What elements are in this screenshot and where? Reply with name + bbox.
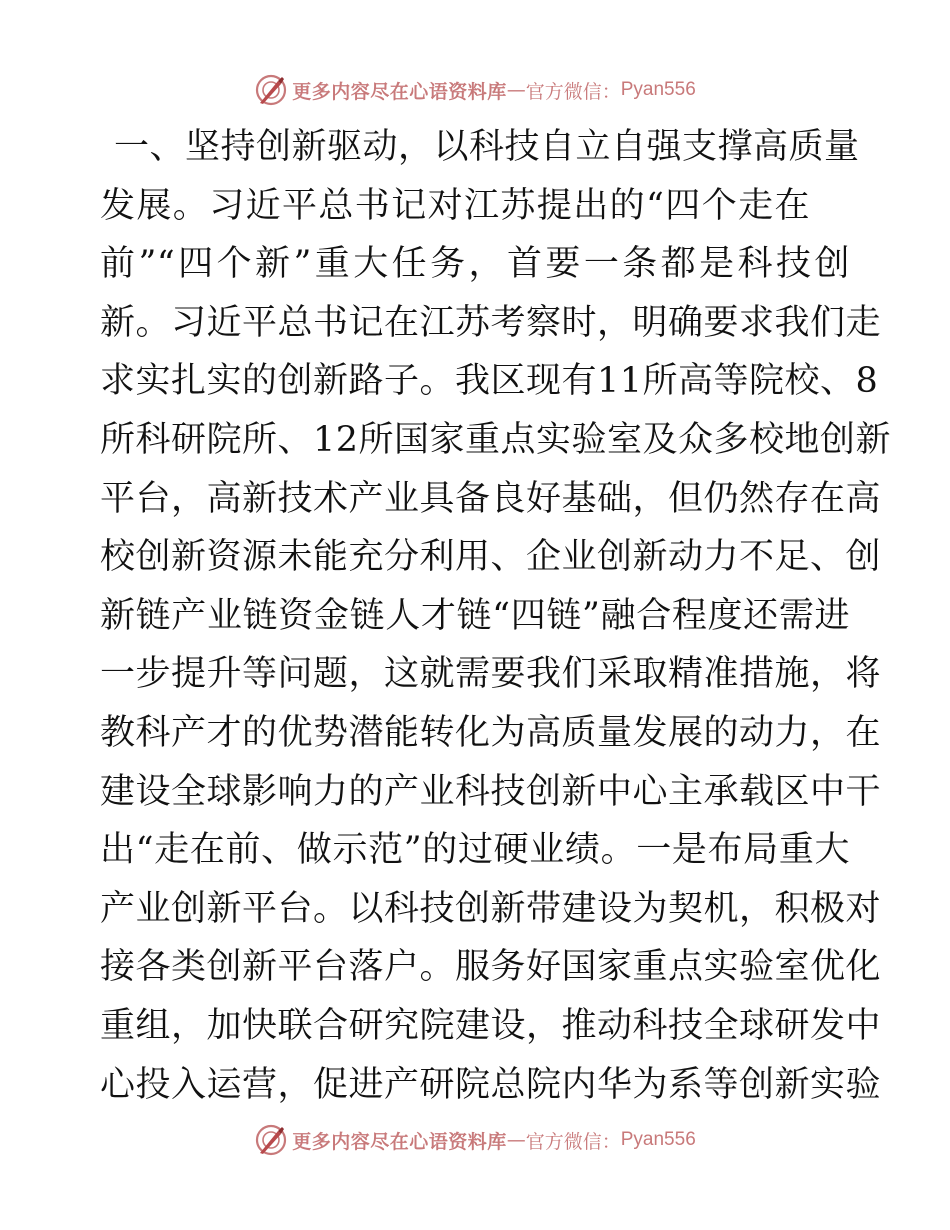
text-line: 重组，加快联合研究院建设，推动科技全球研发中 [100,1005,882,1046]
watermark-wechat-id: Pyan556 [620,79,696,100]
text-line: 接各类创新平台落户。服务好国家重点实验室优化 [100,947,882,988]
watermark-wechat-label: 官方微信： [525,1130,621,1153]
text-line: 一、坚持创新驱动，以科技自立自强支撑高质量 [114,127,860,167]
footer-watermark [0,1120,950,1160]
text-line: 新。习近平总书记在江苏考察时，明确要求我们走 [100,302,882,343]
text-line: 新链产业链资金链人才链“四链”融合程度还需进 [100,595,850,636]
watermark-wechat-label: 官方微信： [525,80,621,103]
pen-logo-icon [254,73,288,107]
text-line: 求实扎实的创新路子。我区现有11所高等院校、8 [100,361,879,402]
text-line: 校创新资源未能充分利用、企业创新动力不足、创 [100,537,882,578]
watermark-main-text: 更多内容尽在心语资料库 [292,80,507,103]
watermark-main-text: 更多内容尽在心语资料库 [292,1130,507,1153]
text-line: 前”“四个新”重大任务，首要一条都是科技创 [100,244,850,285]
watermark-separator: — [506,1129,526,1151]
text-line: 出“走在前、做示范”的过硬业绩。一是布局重大 [100,830,850,871]
text-line: 一步提升等问题，这就需要我们采取精准措施，将 [100,654,882,695]
text-line: 心投入运营，促进产研院总院内华为系等创新实验 [100,1064,882,1105]
text-line: 所科研院所、12所国家重点实验室及众多校地创新 [100,419,892,460]
pen-logo-icon [254,1123,288,1157]
text-line: 发展。习近平总书记对江苏提出的“四个走在 [100,185,811,226]
watermark-separator: — [506,79,526,101]
text-line: 产业创新平台。以科技创新带建设为契机，积极对 [100,888,882,929]
header-watermark [0,70,950,110]
body-paragraph [100,118,892,1114]
text-line: 教科产才的优势潜能转化为高质量发展的动力，在 [100,712,882,753]
text-line: 平台，高新技术产业具备良好基础，但仍然存在高 [100,478,882,519]
text-line: 建设全球影响力的产业科技创新中心主承载区中干 [100,771,882,812]
watermark-wechat-id: Pyan556 [620,1129,696,1150]
